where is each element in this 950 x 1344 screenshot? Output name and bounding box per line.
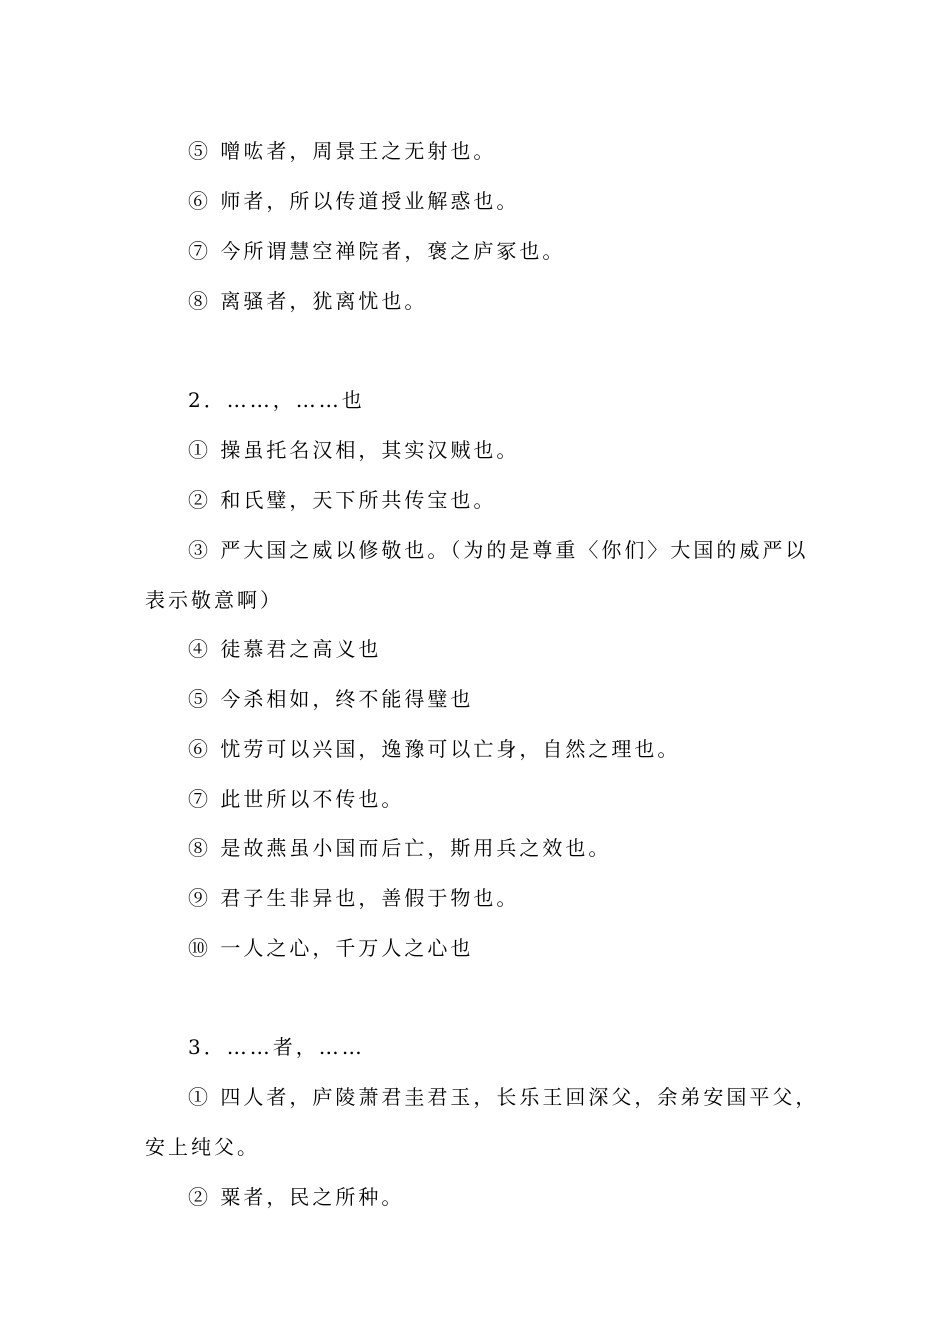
list-item: ⑥ 师者，所以传道授业解惑也。 xyxy=(188,189,520,213)
list-item: ① 操虽托名汉相，其实汉贼也。 xyxy=(188,438,520,462)
list-item: ⑤ 噌吰者，周景王之无射也。 xyxy=(188,139,497,163)
list-item: ⑧ 是故燕虽小国而后亡，斯用兵之效也。 xyxy=(188,836,612,860)
list-item: ④ 徒慕君之高义也 xyxy=(188,637,382,661)
list-item: ① 四人者，庐陵萧君圭君玉，长乐王回深父，余弟安国平父， xyxy=(188,1085,819,1109)
list-item: ③ 严大国之威以修敬也。（为的是尊重〈你们〉大国的威严以 xyxy=(188,538,809,562)
list-item: ② 和氏璧，天下所共传宝也。 xyxy=(188,488,497,512)
list-item: ⑥ 忧劳可以兴国，逸豫可以亡身，自然之理也。 xyxy=(188,737,681,761)
list-item: ⑩ 一人之心，千万人之心也 xyxy=(188,936,474,960)
list-item: ⑦ 今所谓慧空禅院者，褒之庐冢也。 xyxy=(188,239,566,263)
list-item: ⑦ 此世所以不传也。 xyxy=(188,787,405,811)
section-heading: 3．……者，…… xyxy=(188,1035,365,1059)
section-heading: 2．……，……也 xyxy=(188,388,365,412)
list-item: ⑨ 君子生非异也，善假于物也。 xyxy=(188,886,520,910)
list-item: ⑤ 今杀相如，终不能得璧也 xyxy=(188,687,474,711)
list-item: ② 粟者，民之所种。 xyxy=(188,1185,405,1209)
list-item-continuation: 表示敬意啊） xyxy=(145,588,283,612)
list-item-continuation: 安上纯父。 xyxy=(145,1135,260,1159)
list-item: ⑧ 离骚者，犹离忧也。 xyxy=(188,289,428,313)
